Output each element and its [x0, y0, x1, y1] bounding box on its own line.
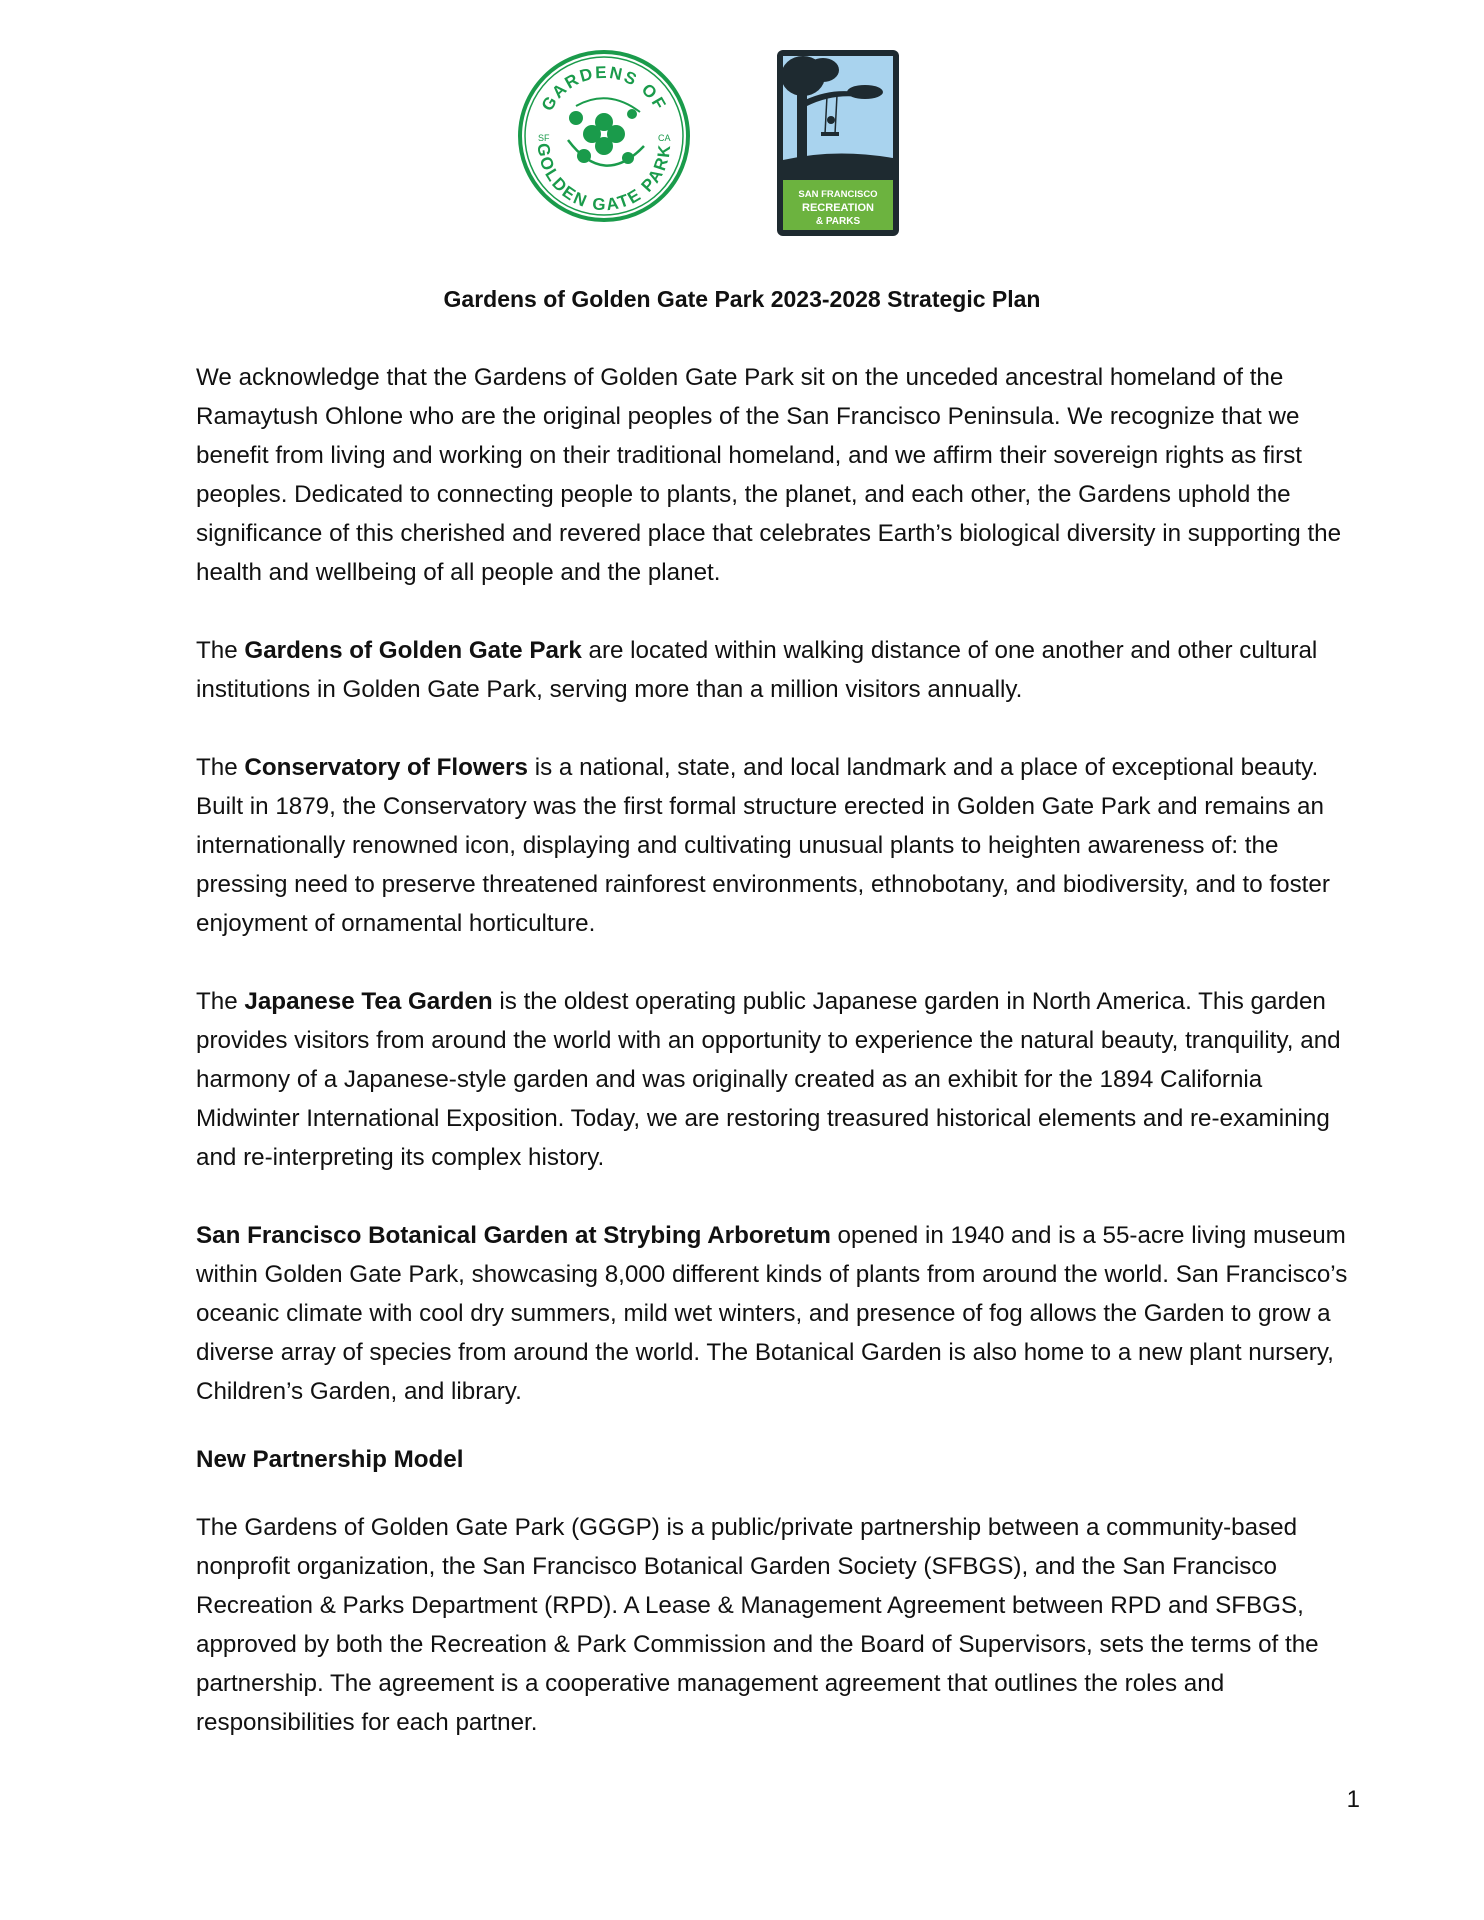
gardens-name: Gardens of Golden Gate Park — [244, 637, 582, 664]
acknowledgement-paragraph: We acknowledge that the Gardens of Golden Gate Park sit on the unceded ancestral homeland of the Ramaytush Ohlone who are the original peoples of the San Francisco Peninsula. We recognize that we benefit from living and working on their traditional homeland, and we affirm their sovereign rights as first peoples. Dedicated to connecting people to plants, the planet, and each other, the Gardens uphold the significance of this cherished and revered place that celebrates Earth’s biological diversity in supporting the health and wellbeing of all people and the planet. — [196, 364, 1342, 586]
logo-text-top: GARDENS OF — [537, 62, 671, 115]
page-title: Gardens of Golden Gate Park 2023-2028 Strategic Plan — [443, 286, 1041, 312]
swing-child-icon — [827, 116, 835, 124]
logo-text-ca: CA — [658, 133, 671, 143]
document-body — [196, 358, 1356, 1781]
partnership-paragraph: The Gardens of Golden Gate Park (GGGP) is a public/private partnership between a community-based nonprofit organization, the San Francisco Botanical Garden Society (SFBGS), and the San Francisco Recreation & Parks Department (RPD). A Lease & Management Agreement between RPD and SFBGS, approved by both the Recreation & Park Commission and the Board of Supervisors, sets the terms of the partnership. The agreement is a cooperative management agreement that outlines the roles and responsibilities for each partner. — [196, 1514, 1319, 1736]
logo-text-sf: SF — [538, 133, 550, 143]
sfrpd-line2: RECREATION — [802, 202, 874, 214]
header-logos — [0, 48, 1484, 238]
conservatory-name: Conservatory of Flowers — [244, 754, 529, 781]
section-heading: New Partnership Model — [196, 1446, 464, 1473]
conservatory-paragraph: The Conservatory of Flowers is a national, state, and local landmark and a place of exceptional beauty. Built in 1879, the Conservatory was the first formal structure erected in Golden Gate Park and remains an internationally renowned icon, displaying and cultivating unusual plants to heighten awareness of: the pressing need to preserve threatened rainforest environments, ethnobotany, and biodiversity, and to foster enjoyment of ornamental horticulture. — [196, 754, 1330, 937]
sfrpd-line1: SAN FRANCISCO — [798, 189, 878, 200]
page-number: 1 — [1346, 1786, 1360, 1813]
logo-text-bottom: GOLDEN GATE PARK — [533, 142, 675, 215]
tea-garden-name: Japanese Tea Garden — [244, 988, 493, 1015]
tea-garden-paragraph: The Japanese Tea Garden is the oldest operating public Japanese garden in North America. This garden provides visitors from around the world with an opportunity to experience the natural beauty, tranquility, and harmony of a Japanese-style garden and was originally created as an exhibit for the 1894 California Midwinter International Exposition. Today, we are restoring treasured historical elements and re-examining and re-interpreting its complex history. — [196, 988, 1341, 1171]
gardens-paragraph: The Gardens of Golden Gate Park are located within walking distance of one another and other cultural institutions in Golden Gate Park, serving more than a million visitors annually. — [196, 637, 1318, 703]
gardens-of-golden-gate-park-logo — [516, 48, 692, 224]
sfrpd-line3: & PARKS — [815, 216, 861, 227]
botanical-garden-name: San Francisco Botanical Garden at Strybing Arboretum — [196, 1222, 831, 1249]
sf-recreation-parks-logo — [775, 48, 901, 238]
botanical-garden-paragraph: San Francisco Botanical Garden at Strybing Arboretum opened in 1940 and is a 55-acre living museum within Golden Gate Park, showcasing 8,000 different kinds of plants from around the world. San Francisco’s oceanic climate with cool dry summers, mild wet winters, and presence of fog allows the Garden to grow a diverse array of species from around the world. The Botanical Garden is also home to a new plant nursery, Children’s Garden, and library. — [196, 1222, 1348, 1405]
